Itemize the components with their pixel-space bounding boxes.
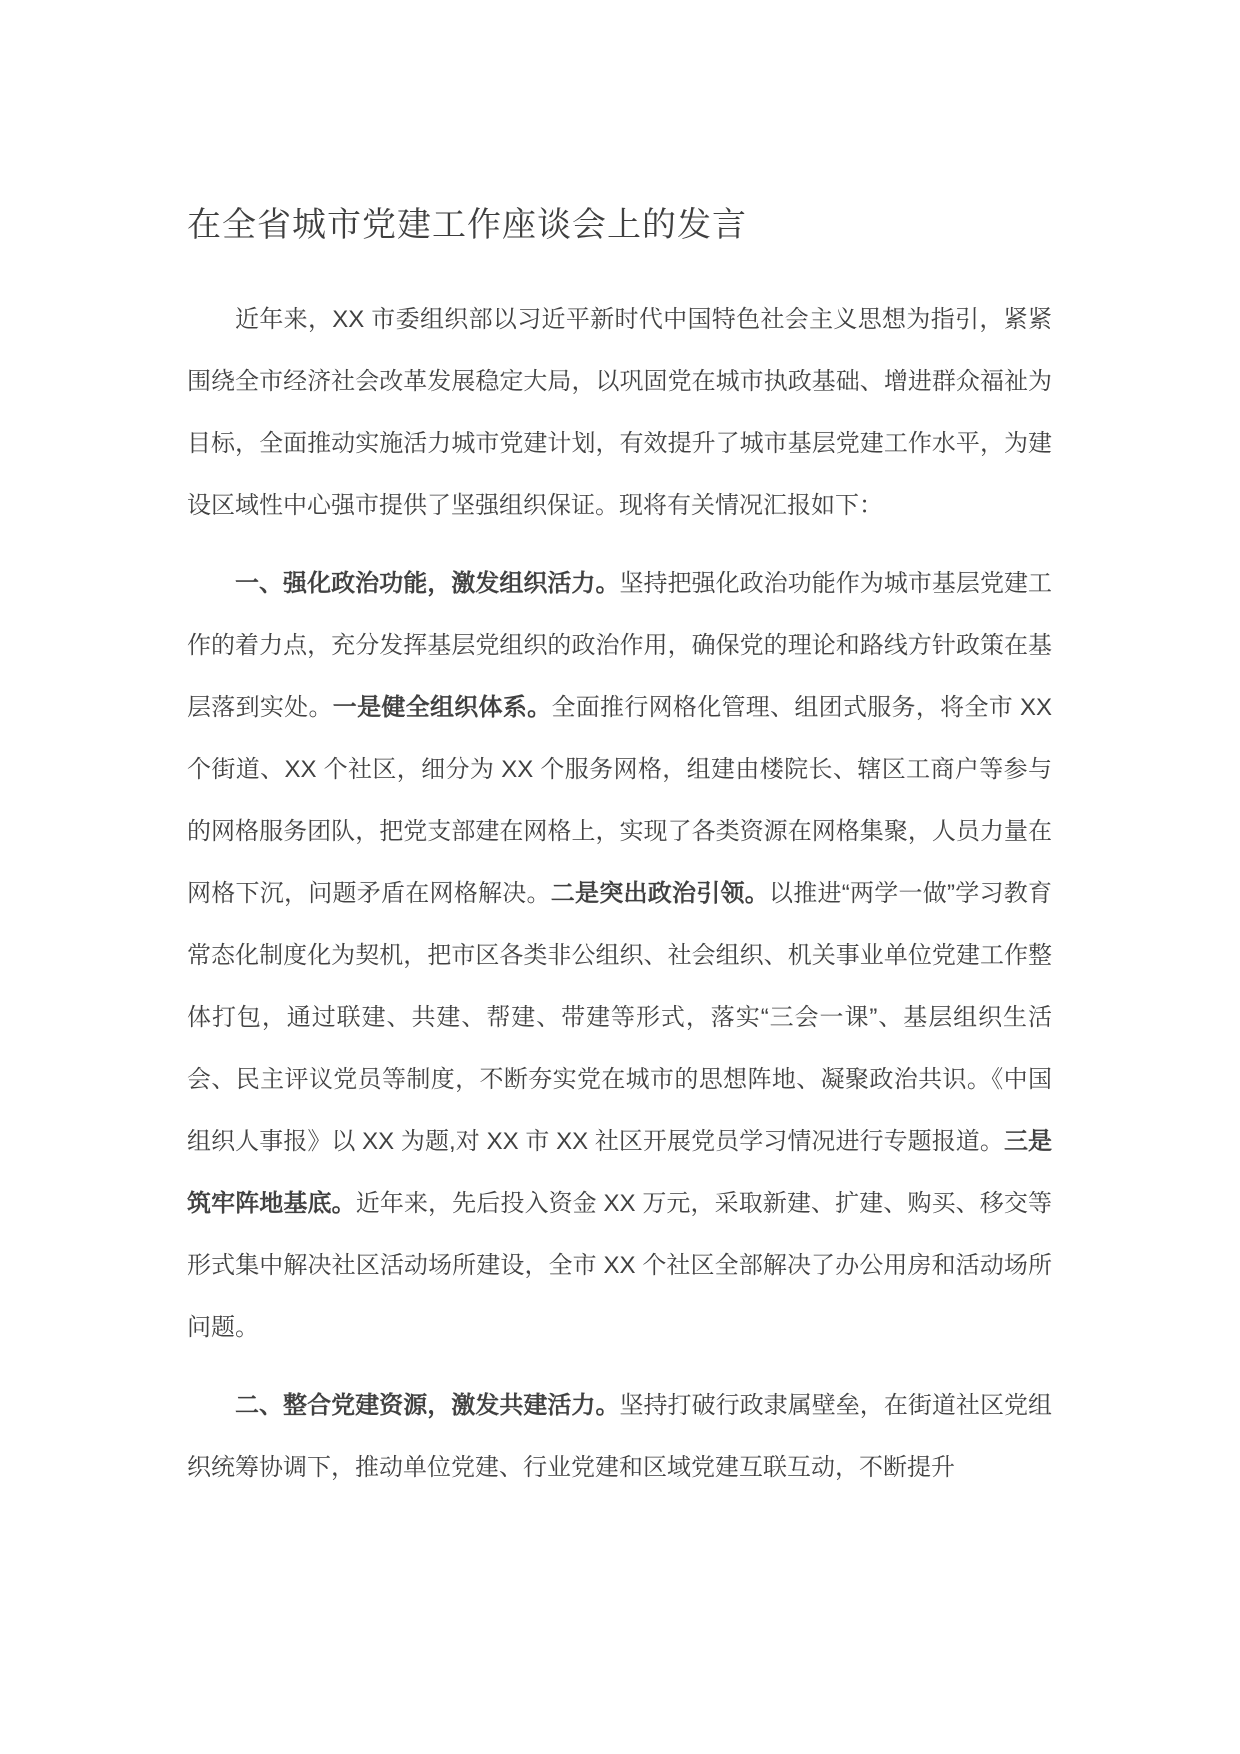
document-body (187, 289, 1052, 1499)
page-title: 在全省城市党建工作座谈会上的发言 (187, 206, 747, 244)
paragraph (187, 1375, 1052, 1499)
text-run-bold: 一、强化政治功能，激发组织活力。 (235, 570, 620, 598)
text-run-bold: 二是突出政治引领。 (550, 880, 770, 908)
text-run-bold: 三是筑牢阵地基底。 (187, 1128, 1053, 1218)
paragraph (187, 553, 1052, 1359)
text-run: 近年来，先后投入资金 XX 万元，采取新建、扩建、购买、移交等形式集中解决社区活动场所建设，全市 XX 个社区全部解决了办公用房和活动场所问题。 (187, 1190, 1052, 1342)
text-run-bold: 二、整合党建资源，激发共建活力。 (235, 1392, 620, 1420)
text-run: 以推进“两学一做”学习教育常态化制度化为契机，把市区各类非公组织、社会组织、机关事业单位党建工作整体打包，通过联建、共建、帮建、带建等形式，落实“三会一课”、基层组织生活会、民主评议党员等制度，不断夯实党在城市的思想阵地、凝聚政治共识。《中国组织人事报》以 XX 为题,对 XX 市 XX 社区开展党员学习情况进行专题报道。 (187, 880, 1053, 1156)
text-run: 坚持打破行政隶属壁垒，在街道社区党组织统筹协调下，推动单位党建、行业党建和区域党建互联互动，不断提升 (187, 1392, 1052, 1482)
text-run: 全面推行网格化管理、组团式服务，将全市 XX 个街道、XX 个社区，细分为 XX 个服务网格，组建由楼院长、辖区工商户等参与的网格服务团队，把党支部建在网格上，实现了各类资源在网格集聚，人员力量在网格下沉，问题矛盾在网格解决。 (187, 694, 1053, 908)
text-run-bold: 一是健全组织体系。 (332, 694, 552, 722)
text-run: 坚持把强化政治功能作为城市基层党建工作的着力点，充分发挥基层党组织的政治作用，确保党的理论和路线方针政策在基层落到实处。 (187, 570, 1052, 722)
paragraph (187, 289, 1052, 537)
text-run: 近年来，XX 市委组织部以习近平新时代中国特色社会主义思想为指引，紧紧围绕全市经济社会改革发展稳定大局，以巩固党在城市执政基础、增进群众福祉为目标，全面推动实施活力城市党建计划，有效提升了城市基层党建工作水平，为建设区域性中心强市提供了坚强组织保证。现将有关情况汇报如下： (187, 306, 1052, 520)
